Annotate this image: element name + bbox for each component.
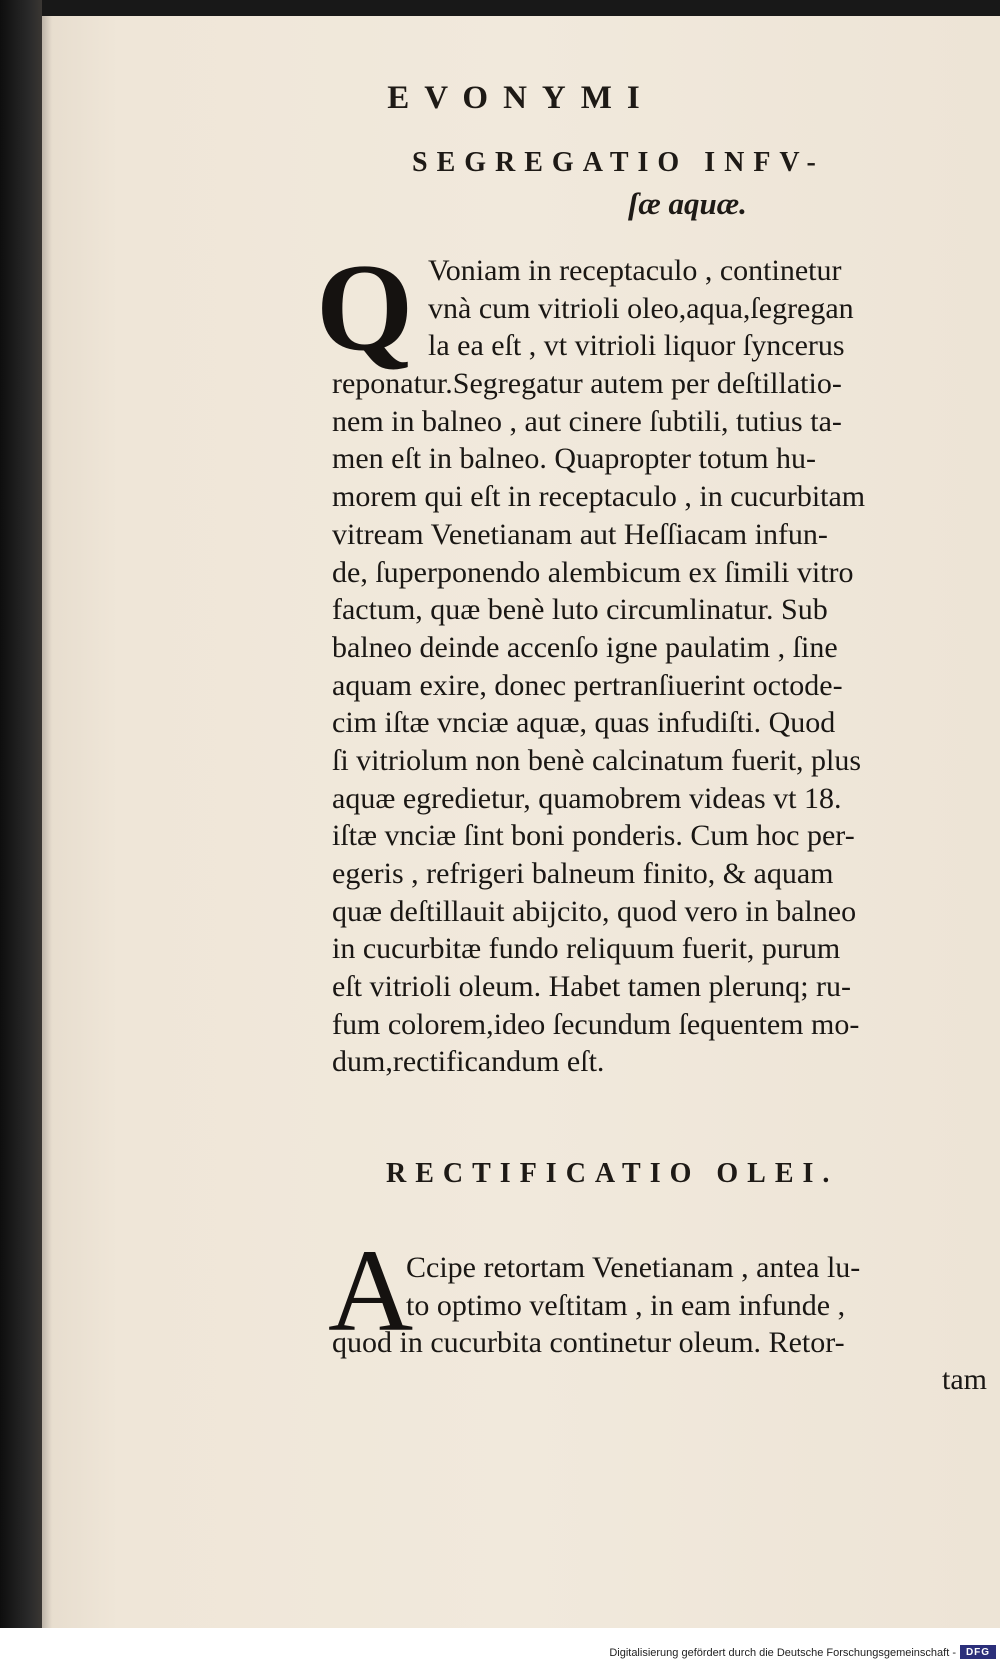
text-line: in cucurbitæ fundo reliquum fuerit, purum (332, 932, 841, 966)
text-line: egeris , refrigeri balneum finito, & aquam (332, 857, 834, 890)
page-gutter-shadow (42, 16, 52, 1628)
text-line: vnà cum vitrioli oleo,aqua,ſegregan (428, 291, 854, 325)
paragraph-segregatio (332, 252, 942, 1081)
text-line: fum colorem,ideo ſecundum ſequentem mo- (332, 1007, 860, 1041)
text-line: dum,rectificandum eſt. (332, 1045, 605, 1079)
book-binding-edge (0, 0, 42, 1663)
text-line: aquam exire, donec pertranſiuerint octode- (332, 668, 843, 702)
section-heading-rectificatio: RECTIFICATIO OLEI. (386, 1158, 839, 1189)
text-line: Ccipe retortam Venetianam , antea lu- (406, 1251, 861, 1284)
funding-credit: Digitalisierung gefördert durch die Deutsche Forschungsgemeinschaft - (609, 1647, 956, 1659)
text-line: aquæ egredietur, quamobrem videas vt 18. (332, 781, 842, 815)
text-line: cim iſtæ vnciæ aquæ, quas infudiſti. Quod (332, 706, 836, 740)
book-page (42, 16, 1000, 1628)
text-line: men eſt in balneo. Quapropter totum hu- (332, 442, 817, 476)
text-line: iſtæ vnciæ ſint boni ponderis. Cum hoc per- (332, 819, 855, 853)
catchword: tam (942, 1363, 987, 1396)
section-title: SEGREGATIO INFV- (412, 147, 825, 178)
text-line: morem qui eſt in receptaculo , in cucurbitam (332, 480, 866, 514)
text-line: nem in balneo , aut cinere ſubtili, tutius ta- (332, 404, 842, 438)
text-line: factum, quæ benè luto circumlinatur. Sub (332, 593, 828, 627)
drop-cap-a: A (328, 1225, 414, 1356)
text-line: de, ſuperponendo alembicum ex ſimili vitro (332, 555, 854, 589)
drop-cap-q: Q (316, 239, 414, 377)
text-line: ſi vitriolum non benè calcinatum fuerit, plus (332, 743, 862, 777)
dfg-logo: DFG (960, 1645, 996, 1659)
text-line: vitream Venetianam aut Heſſiacam infun- (332, 517, 828, 551)
section-title-continuation: ſæ aquæ. (628, 186, 747, 221)
text-line: Voniam in receptaculo , continetur (428, 254, 842, 287)
text-line: quæ deſtillauit abijcito, quod vero in balneo (332, 894, 857, 928)
text-line: to optimo veſtitam , in eam infunde , (406, 1288, 846, 1322)
running-head: EVONYMI (387, 80, 655, 116)
text-line: reponatur.Segregatur autem per deſtillatio- (332, 367, 842, 401)
paragraph-rectificatio (332, 1249, 942, 1362)
text-line: balneo deinde accenſo igne paulatim , ſine (332, 630, 838, 664)
text-line: eſt vitrioli oleum. Habet tamen plerunq; ru- (332, 970, 852, 1004)
text-line: la ea eſt , vt vitrioli liquor ſyncerus (428, 329, 845, 363)
text-line: quod in cucurbita continetur oleum. Retor- (332, 1326, 845, 1360)
